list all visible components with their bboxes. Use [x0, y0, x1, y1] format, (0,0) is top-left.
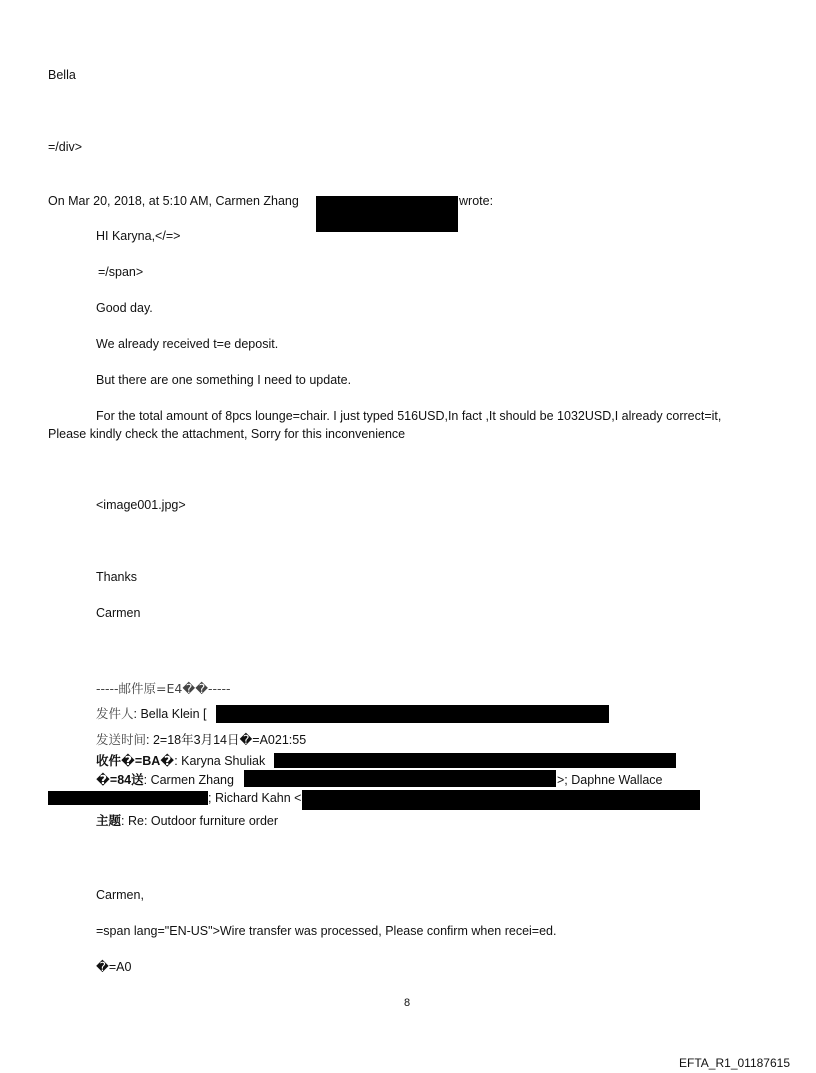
page-number: 8: [404, 997, 411, 1009]
body-line-good-day: Good day.: [96, 301, 153, 315]
from-row: [96, 706, 206, 722]
reply-artifact: �=A0: [96, 960, 132, 974]
to-row: [96, 753, 265, 769]
from-label: 发件人: [96, 706, 134, 721]
cc-label: �=84送: [96, 773, 144, 787]
greeting-line: HI Karyna,</=>: [96, 229, 181, 243]
redaction-box: [244, 770, 556, 787]
quoted-header-suffix: wrote:: [459, 194, 494, 208]
sent-row: [96, 732, 306, 748]
reply-wire-line: =span lang="EN-US">Wire transfer was processed, Please confirm when recei=ed.: [96, 924, 557, 938]
body-line-deposit: We already received t=e deposit.: [96, 337, 279, 351]
subject-row: [96, 813, 278, 829]
cc-row: [96, 772, 234, 788]
cc-row-continued: >; Daphne Wallace: [557, 773, 663, 787]
signature-bella: Bella: [48, 68, 76, 82]
bates-number: EFTA_R1_01187615: [679, 1056, 790, 1070]
subject-label: 主题: [96, 813, 122, 828]
cc-value: : Carmen Zhang: [143, 773, 234, 787]
sent-label: 发送时间: [96, 732, 147, 747]
quoted-header-prefix: On Mar 20, 2018, at 5:10 AM, Carmen Zhang: [48, 194, 299, 208]
closing-thanks: Thanks: [96, 570, 137, 584]
reply-salutation: Carmen,: [96, 888, 144, 902]
redaction-box: [274, 753, 676, 768]
redaction-box: [316, 196, 458, 232]
body-line-total-2: Please kindly check the attachment, Sorry for this inconvenience: [48, 427, 406, 441]
attachment-reference: <image001.jpg>: [96, 498, 186, 512]
cc-row-line2: ; Richard Kahn <: [208, 791, 302, 805]
body-line-update: But there are one something I need to update.: [96, 373, 352, 387]
to-label: 收件�=BA�: [96, 754, 175, 768]
redaction-box: [48, 791, 208, 805]
body-line-total-1: For the total amount of 8pcs lounge=chair. I just typed 516USD,In fact ,It should be 1032USD,I already correct=it,: [96, 409, 722, 423]
to-value: : Karyna Shuliak: [174, 754, 266, 768]
subject-value: : Re: Outdoor furniture order: [121, 814, 279, 828]
sent-value: : 2=18年3月14日�=A021:55: [146, 733, 307, 747]
original-message-separator: -----邮件原=E4��-----: [96, 681, 231, 696]
html-artifact-div: =/div>: [48, 140, 83, 154]
from-value: : Bella Klein [: [133, 707, 207, 721]
signature-carmen: Carmen: [96, 606, 141, 620]
redaction-box: [216, 705, 609, 723]
redaction-box: [302, 790, 700, 810]
html-artifact-span: =/span>: [98, 265, 144, 279]
